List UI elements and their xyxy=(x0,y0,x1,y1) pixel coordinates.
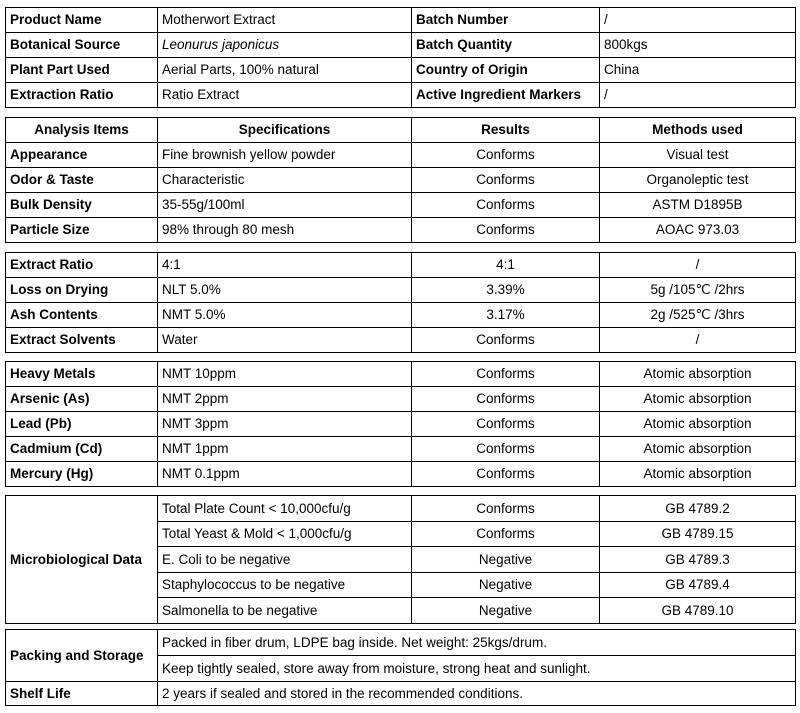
botanical-source-label: Botanical Source xyxy=(6,33,158,58)
table-row xyxy=(6,168,796,193)
product-name-value: Motherwort Extract xyxy=(158,8,412,33)
table-row xyxy=(6,328,796,353)
method-cell: Atomic absorption xyxy=(600,462,796,487)
spec-cell: Fine brownish yellow powder xyxy=(158,143,412,168)
analysis-header-row xyxy=(6,118,796,143)
result-cell: Conforms xyxy=(412,362,600,387)
method-cell: / xyxy=(600,253,796,278)
spec-cell: 35-55g/100ml xyxy=(158,193,412,218)
table-row xyxy=(6,362,796,387)
item-cell: Ash Contents xyxy=(6,303,158,328)
result-cell: Conforms xyxy=(412,218,600,243)
batch-number-label: Batch Number xyxy=(412,8,600,33)
plant-part-label: Plant Part Used xyxy=(6,58,158,83)
result-cell: Conforms xyxy=(412,328,600,353)
table-row xyxy=(6,193,796,218)
storage-table xyxy=(5,629,796,706)
item-cell: Extract Ratio xyxy=(6,253,158,278)
result-cell: Conforms xyxy=(412,437,600,462)
spec-cell: NMT 2ppm xyxy=(158,387,412,412)
product-info-row xyxy=(6,83,796,108)
spec-cell: Characteristic xyxy=(158,168,412,193)
heavy-metals-table xyxy=(5,361,796,487)
spec-cell: Total Plate Count < 10,000cfu/g xyxy=(158,496,412,522)
packing-line: Packed in fiber drum, LDPE bag inside. Net weight: 25kgs/drum. xyxy=(158,630,796,656)
method-cell: Organoleptic test xyxy=(600,168,796,193)
table-row xyxy=(6,462,796,487)
table-row xyxy=(6,412,796,437)
method-cell: GB 4789.2 xyxy=(600,496,796,522)
product-info-row xyxy=(6,33,796,58)
method-cell: Visual test xyxy=(600,143,796,168)
shelf-life-value: 2 years if sealed and stored in the recommended conditions. xyxy=(158,682,796,706)
spec-cell: NMT 1ppm xyxy=(158,437,412,462)
method-cell: GB 4789.15 xyxy=(600,522,796,547)
result-cell: 3.39% xyxy=(412,278,600,303)
method-cell: GB 4789.3 xyxy=(600,547,796,573)
result-cell: Negative xyxy=(412,573,600,598)
method-cell: GB 4789.10 xyxy=(600,598,796,624)
country-value: China xyxy=(600,58,796,83)
plant-part-value: Aerial Parts, 100% natural xyxy=(158,58,412,83)
packing-label: Packing and Storage xyxy=(6,630,158,682)
header-results: Results xyxy=(412,118,600,143)
item-cell: Mercury (Hg) xyxy=(6,462,158,487)
spec-cell: NMT 5.0% xyxy=(158,303,412,328)
item-cell: Extract Solvents xyxy=(6,328,158,353)
table-row xyxy=(6,682,796,706)
spec-cell: NLT 5.0% xyxy=(158,278,412,303)
method-cell: ASTM D1895B xyxy=(600,193,796,218)
markers-value: / xyxy=(600,83,796,108)
item-cell: Heavy Metals xyxy=(6,362,158,387)
spec-cell: NMT 10ppm xyxy=(158,362,412,387)
method-cell: AOAC 973.03 xyxy=(600,218,796,243)
spec-cell: NMT 3ppm xyxy=(158,412,412,437)
result-cell: Conforms xyxy=(412,412,600,437)
table-row xyxy=(6,253,796,278)
item-cell: Odor & Taste xyxy=(6,168,158,193)
result-cell: Conforms xyxy=(412,387,600,412)
microbiological-table xyxy=(5,495,796,624)
botanical-source-value: Leonurus japonicus xyxy=(158,33,412,58)
method-cell: / xyxy=(600,328,796,353)
item-cell: Lead (Pb) xyxy=(6,412,158,437)
method-cell: Atomic absorption xyxy=(600,437,796,462)
result-cell: Conforms xyxy=(412,168,600,193)
header-analysis-items: Analysis Items xyxy=(6,118,158,143)
result-cell: Negative xyxy=(412,598,600,624)
microbiological-label: Microbiological Data xyxy=(6,496,158,624)
storage-line: Keep tightly sealed, store away from moisture, strong heat and sunlight. xyxy=(158,656,796,682)
batch-quantity-label: Batch Quantity xyxy=(412,33,600,58)
method-cell: 2g /525℃ /3hrs xyxy=(600,303,796,328)
method-cell: GB 4789.4 xyxy=(600,573,796,598)
header-specifications: Specifications xyxy=(158,118,412,143)
result-cell: 3.17% xyxy=(412,303,600,328)
method-cell: Atomic absorption xyxy=(600,387,796,412)
markers-label: Active Ingredient Markers xyxy=(412,83,600,108)
spec-cell: NMT 0.1ppm xyxy=(158,462,412,487)
table-row xyxy=(6,278,796,303)
table-row xyxy=(6,496,796,522)
spec-cell: 4:1 xyxy=(158,253,412,278)
shelf-life-label: Shelf Life xyxy=(6,682,158,706)
spec-cell: Water xyxy=(158,328,412,353)
spec-cell: Staphylococcus to be negative xyxy=(158,573,412,598)
method-cell: Atomic absorption xyxy=(600,412,796,437)
chemical-analysis-table xyxy=(5,252,796,353)
physical-analysis-table xyxy=(5,117,796,243)
spec-cell: 98% through 80 mesh xyxy=(158,218,412,243)
result-cell: Conforms xyxy=(412,522,600,547)
table-row xyxy=(6,303,796,328)
item-cell: Loss on Drying xyxy=(6,278,158,303)
extraction-ratio-value: Ratio Extract xyxy=(158,83,412,108)
item-cell: Appearance xyxy=(6,143,158,168)
extraction-ratio-label: Extraction Ratio xyxy=(6,83,158,108)
header-methods: Methods used xyxy=(600,118,796,143)
item-cell: Bulk Density xyxy=(6,193,158,218)
item-cell: Cadmium (Cd) xyxy=(6,437,158,462)
method-cell: Atomic absorption xyxy=(600,362,796,387)
spec-cell: Total Yeast & Mold < 1,000cfu/g xyxy=(158,522,412,547)
table-row xyxy=(6,630,796,656)
result-cell: Conforms xyxy=(412,143,600,168)
item-cell: Particle Size xyxy=(6,218,158,243)
spec-cell: E. Coli to be negative xyxy=(158,547,412,573)
product-info-row xyxy=(6,8,796,33)
method-cell: 5g /105℃ /2hrs xyxy=(600,278,796,303)
product-info-table xyxy=(5,7,796,108)
result-cell: Conforms xyxy=(412,462,600,487)
product-name-label: Product Name xyxy=(6,8,158,33)
country-label: Country of Origin xyxy=(412,58,600,83)
table-row xyxy=(6,143,796,168)
table-row xyxy=(6,218,796,243)
batch-number-value: / xyxy=(600,8,796,33)
result-cell: Conforms xyxy=(412,496,600,522)
table-row xyxy=(6,387,796,412)
spec-cell: Salmonella to be negative xyxy=(158,598,412,624)
result-cell: 4:1 xyxy=(412,253,600,278)
table-row xyxy=(6,437,796,462)
result-cell: Negative xyxy=(412,547,600,573)
product-info-row xyxy=(6,58,796,83)
batch-quantity-value: 800kgs xyxy=(600,33,796,58)
result-cell: Conforms xyxy=(412,193,600,218)
item-cell: Arsenic (As) xyxy=(6,387,158,412)
